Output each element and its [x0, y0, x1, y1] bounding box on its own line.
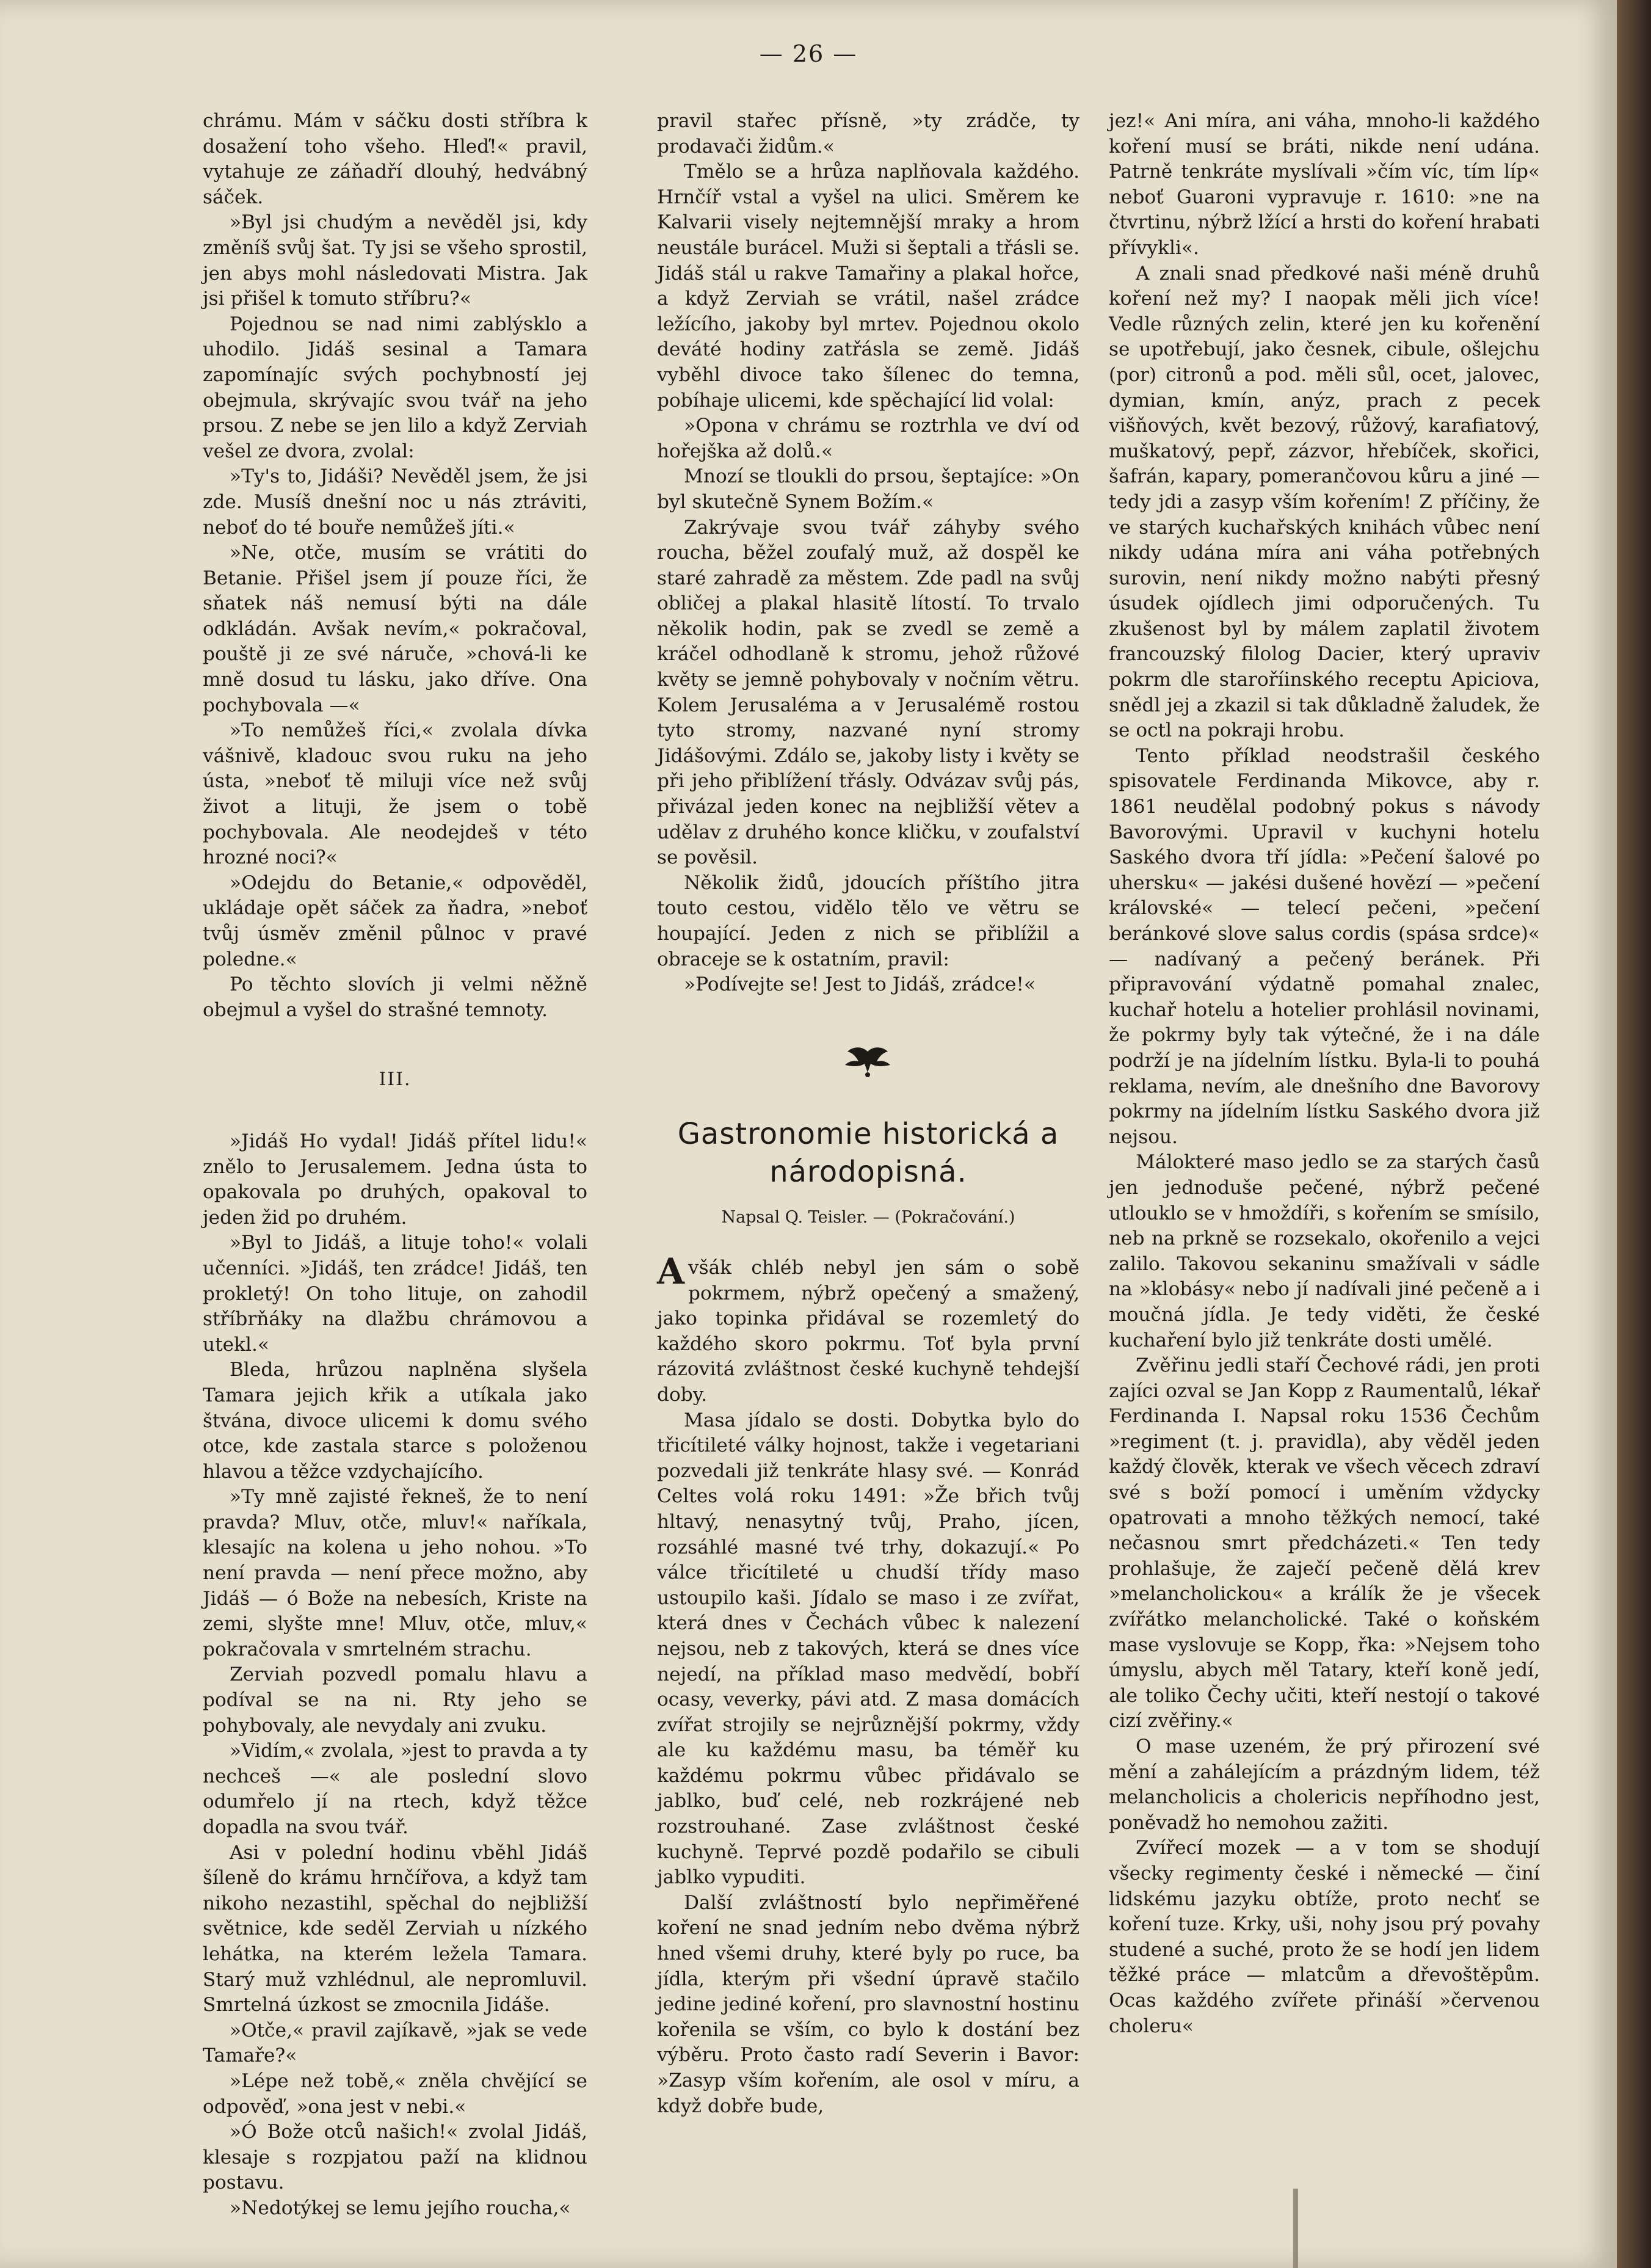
paragraph: »Opona v chrámu se roztrhla ve dví od hořejška až dolů.« [657, 415, 1080, 462]
paragraph: »Odejdu do Betanie,« odpověděl, ukládaje opět sáček za ňadra, »neboť tvůj úsměv změnil půlnoc v pravé poledne.« [203, 871, 587, 970]
paragraph: chrámu. Mám v sáčku dosti stříbra k dosažení toho všeho. Hleď!« pravil, vytahuje ze záňadří dlouhý, hedvábný sáček. [203, 110, 587, 208]
drop-cap: A [657, 1251, 685, 1292]
paragraph: Asi v polední hodinu vběhl Jidáš šíleně do krámu hrnčířova, a když tam nikoho nezastihl, spěchal do nejbližší světnice, kde seděl Zerviah u nízkého lehátka, na kterém ležela Tamara. Starý muž vzhlédnul, ale nepromluvil. Smrtelná úzkost se zmocnila Jidáše. [203, 1841, 587, 2016]
paragraph: O mase uzeném, že prý přirození své mění a zahálejícím a prázdným lidem, též melancholicis a cholericis nepříhodno jest, poněvadž ho nemohou zažiti. [1109, 1736, 1540, 1834]
column-middle [657, 109, 1080, 998]
paragraph: Zerviah pozvedl pomalu hlavu a podíval se na ni. Rty jeho se pohybovaly, ale nevydaly ani zvuku. [203, 1663, 587, 1737]
article-title: Gastronomie historická a národopisná. [677, 1117, 1059, 1189]
section-heading: III. [379, 1069, 412, 1091]
page-number: — 26 — [759, 40, 858, 67]
paragraph: »Nedotýkej se lemu jejího roucha,« [230, 2197, 571, 2219]
paragraph: »Otče,« pravil zajíkavě, »jak se vede Tamaře?« [203, 2019, 587, 2067]
paragraph: »Ty mně zajisté řekneš, že to není pravda? Mluv, otče, mluv!« naříkala, klesajíc na kolena u jeho nohou. »To není pravda — není přece možno, aby Jidáš — ó Bože na nebesích, Kriste na zemi, slyšte mne! Mluv, otče, mluv,« pokračovala v smrtelném strachu. [203, 1486, 587, 1660]
column-right [1109, 109, 1540, 2039]
article-byline: Napsal Q. Teisler. — (Pokračování.) [721, 1208, 1015, 1227]
paragraph [657, 1251, 1080, 1408]
fleuron-ornament-icon [840, 1045, 895, 1078]
paragraph: jez!« Ani míra, ani váha, mnoho-li každého koření musí se bráti, nikde není udána. Patrně tenkráte myslívali »čím víc, tím líp« neboť Guaroni vypravuje r. 1610: »ne na čtvrtinu, nýbrž lžící a hrsti do koření hrabati přívykli«. [1109, 110, 1540, 259]
paragraph: »Byl jsi chudým a nevěděl jsi, kdy změníš svůj šat. Ty jsi se všeho sprostil, jen abys mohl následovati Mistra. Jak jsi přišel k tomuto stříbru?« [203, 211, 587, 310]
paragraph: »Lépe než tobě,« zněla chvějící se odpověď, »ona jest v nebi.« [203, 2070, 587, 2118]
paragraph: »Byl to Jidáš, a lituje toho!« volali učenníci. »Jidáš, ten zrádce! Jidáš, ten prokletý! On toho lituje, on zahodil stříbrňáky na dlažbu chrámovou a utekl.« [203, 1232, 587, 1356]
paragraph: »Podívejte se! Jest to Jidáš, zrádce!« [684, 973, 1036, 996]
column-middle-article [657, 1251, 1080, 2119]
paragraph: »Ty's to, Jidáši? Nevěděl jsem, že jsi zde. Musíš dnešní noc u nás ztráviti, neboť do té bouře nemůžeš jíti.« [203, 465, 587, 539]
paragraph: Málokteré maso jedlo se za starých časů jen jednoduše pečené, nýbrž pečené utlouklo se v hmoždíři, s kořením se smísilo, neb na prkně se rozsekalo, okořenilo a vejci zalilo. Takovou sekaninu smažívali v sádle na »klobásy« nebo jí nadívali jiné pečeně a i moučná jídla. Je tedy viděti, že české kuchaření bylo již tenkráte dosti umělé. [1109, 1151, 1540, 1351]
paragraph: Po těchto slovích ji velmi něžně obejmul a vyšel do strašné temnoty. [203, 973, 587, 1021]
paragraph: Bleda, hrůzou naplněna slyšela Tamara jejich křik a utíkala jako štvána, divoce ulicemi k domu svého otce, kde zastala starce s položenou hlavou a těžce vzdychajícího. [203, 1359, 587, 1483]
paragraph: »Vidím,« zvolala, »jest to pravda a ty nechceš —« ale poslední slovo odumřelo jí na rtech, když těžce dopadla na svou tvář. [203, 1740, 587, 1838]
paragraph: pravil stařec přísně, »ty zrádče, ty prodavači židům.« [657, 110, 1080, 158]
paragraph: »To nemůžeš říci,« zvolala dívka vášnivě, kladouc svou ruku na jeho ústa, »neboť tě miluji více než svůj život a lituji, že jsem o tobě pochybovala. Ale neodejdeš v této hrozné noci?« [203, 719, 587, 869]
page-edge-shadow [1617, 0, 1651, 2268]
paragraph: Mnozí se tloukli do prsou, šeptajíce: »On byl skutečně Synem Božím.« [657, 465, 1080, 513]
paragraph: A znali snad předkové naši méně druhů koření než my? I naopak měli jich více! Vedle různých zelin, které jen ku kořenění se upotřebují, jako česnek, cibule, ošlejchu (por) citronů a pod. měli sůl, ocet, jalovec, dymian, kmín, anýz, prach z pecek višňových, květ bezový, růžový, karafiatový, muškatový, pepř, zázvor, hřebíček, skořici, šafrán, kapary, pomerančovou kůru a jiné — tedy jdi a zasyp vším kořením! Z příčiny, že ve starých kuchařských knihách vůbec není nikdy udána míra ani váha potřebných surovin, není nikdy možno nabýti přesný úsudek ojídlech jimi odporučených. Tu zkušenost byl by málem zaplatil životem francouzský filolog Dacier, který upraviv pokrm dle staroříinského receptu Apiciova, snědl jej a zkazil si tak důkladně žaludek, že se octl na pokraji hrobu. [1109, 262, 1540, 742]
paragraph: »Ó Bože otců našich!« zvolal Jidáš, klesaje s rozpjatou paží na klidnou postavu. [203, 2121, 587, 2194]
paragraph: Zvěřinu jedli staří Čechové rádi, jen proti zajíci ozval se Jan Kopp z Raumentalů, lékař Ferdinanda I. Napsal roku 1536 Čechům »regiment (t. j. pravidla), aby věděl jeden každý člověk, kterak ve všech věcech zdraví své s boží pomocí i uměním vždycky opatrovati a mnoho těžkých nemocí, také nečasnou smrt předcházeti.« Ten tedy prohlašuje, že zaječí pečeně dělá krev »melancholickou« a králík že je všecek zvířátko melancholické. Také o koňském mase vyslovuje se Kopp, řka: »Nejsem toho úmyslu, abych měl Tatary, kteří koně jedí, ale toliko Čechy učiti, kteří nestojí o takové cizí zvěřiny.« [1109, 1354, 1540, 1732]
column-left [203, 109, 587, 2222]
paragraph: Pojednou se nad nimi zablýsklo a uhodilo. Jidáš sesinal a Tamara zapomínajíc svých pochybností jej obejmula, skrývajíc svou tvář na jeho prsou. Z nebe se jen lilo a když Zerviah vešel ze dvora, zvolal: [203, 313, 587, 462]
paragraph: Zakrývaje svou tvář záhyby svého roucha, běžel zoufalý muž, až dospěl ke staré zahradě za městem. Zde padl na svůj obličej a plakal hlasitě lítostí. To trvalo několik hodin, pak se zvedl se země a kráčel odhodlaně k stromu, jehož růžové květy se jemně pohybovaly v nočním větru. Kolem Jerusaléma a v Jerusalémě rostou tyto stromy, nazvané nyní stromy Jidášovými. Zdálo se, jakoby listy i květy se při jeho přiblížení třásly. Odvázav svůj pás, přivázal jeden konec na nejbližší větev a udělav z druhého konce kličku, v zoufalství se pověsil. [657, 516, 1080, 869]
paragraph: Masa jídalo se dosti. Dobytka bylo do třicítileté války hojnost, takže i vegetariani pozvedali již tenkráte hlasy své. — Konrád Celtes volá roku 1491: »Že břich tvůj hltavý, nenasytný tvůj, Praho, jícen, rozsáhlé masné tvé trhy, dokazují.« Po válce třicítileté u chudší třídy maso ustoupilo kaši. Jídalo se maso i ze zvířat, která dnes v Čechách vůbec k nalezení nejsou, neb z takových, která se dnes více nejedí, na příklad maso medvědí, bobří ocasy, veverky, pávi atd. Z masa domácích zvířat strojily se nejrůznější pokrmy, vždy ale ku každému masu, ba téměř ku každému pokrmu vůbec přidávalo se jablko, buď celé, neb rozkrájené neb rozstrouhané. Zase zvláštnost české kuchyně. Teprvé pozdě podařilo se cibuli jablko vypuditi. [657, 1409, 1080, 1889]
paragraph: Několik židů, jdoucích příštího jitra touto cestou, vidělo tělo ve větru se houpající. Jeden z nich se přiblížil a obraceje se k ostatním, pravil: [657, 871, 1080, 970]
paragraph: Tento příklad neodstrašil českého spisovatele Ferdinanda Mikovce, aby r. 1861 neudělal podobný pokus s návody Bavorovými. Upravil v kuchyni hotelu Saského dvora tří jídla: »Pečení šalové po uhersku« — jakési dušené hovězí — »pečení královské« — telecí pečeni, »pečení beránkové slove salus cordis (spása srdce)« — nadívaný a pečený beránek. Při připravování výdatně pomahal znalec, kuchař hotelu a hotelier prohlásil novinami, že pokrmy byly tak výtečné, že i na dále podrží je na jídelním lístku. Byla-li to pouhá reklama, nevím, ale dnešního dne Bavorovy pokrmy na jídelním lístku Saského dvora již nejsou. [1109, 744, 1540, 1148]
paragraph: »Jidáš Ho vydal! Jidáš přítel lidu!« znělo to Jerusalemem. Jedna ústa to opakovala po druhých, opakoval to jeden žid po druhém. [203, 1130, 587, 1229]
paragraph: Další zvláštností bylo nepřiměřené koření ne snad jedním nebo dvěma nýbrž hned všemi druhy, které byly po ruce, ba jídla, kterým při všední úpravě stačilo jedine jediné koření, pro slavnostní hostinu kořenila se vším, co bylo k dostání bez výběru. Proto často radí Severin i Bavor: »Zasyp vším kořením, ale osol v míru, a když dobře bude, [657, 1891, 1080, 2117]
paragraph: »Ne, otče, musím se vrátiti do Betanie. Přišel jsem jí pouze říci, že sňatek náš nemusí býti na dále odkládán. Avšak nevím,« pokračoval, pouště ji ze své náruče, »chová-li ke mně dosud tu lásku, jako dříve. Ona pochybovala —« [203, 542, 587, 716]
paragraph-text: všák chléb nebyl jen sám o sobě pokrmem, nýbrž opečený a smažený, jako topinka přidával se rozemletý do každého skoro pokrmu. Toť byla první rázovitá zvláštnost české kuchyně tehdejší doby. [657, 1257, 1080, 1406]
paragraph: Tmělo se a hrůza naplňovala každého. Hrnčíř vstal a vyšel na ulici. Směrem ke Kalvarii visely nejtemnější mraky a hrom neustále burácel. Muži si šeptali a třásli se. Jidáš stál u rakve Tamařiny a plakal hořce, a když Zerviah se vrátil, našel zrádce ležícího, jakoby byl mrtev. Pojednou okolo deváté hodiny zatřásla se země. Jidáš vyběhl divoce tako šílenec do temna, pobíhaje ulicemi, kde spěchající lid volal: [657, 161, 1080, 412]
scan-binding-mark [1293, 2189, 1298, 2268]
paragraph: Zvířecí mozek — a v tom se shodují všecky regimenty české i německé — činí lidskému jazyku obtíže, proto nechť se koření tuze. Krky, uši, nohy jsou prý povahy studené a suché, proto že se hodí jen lidem těžké práce — mlatcům a dřevoštěpům. Ocas každého zvířete přináší »červenou choleru« [1109, 1837, 1540, 2037]
